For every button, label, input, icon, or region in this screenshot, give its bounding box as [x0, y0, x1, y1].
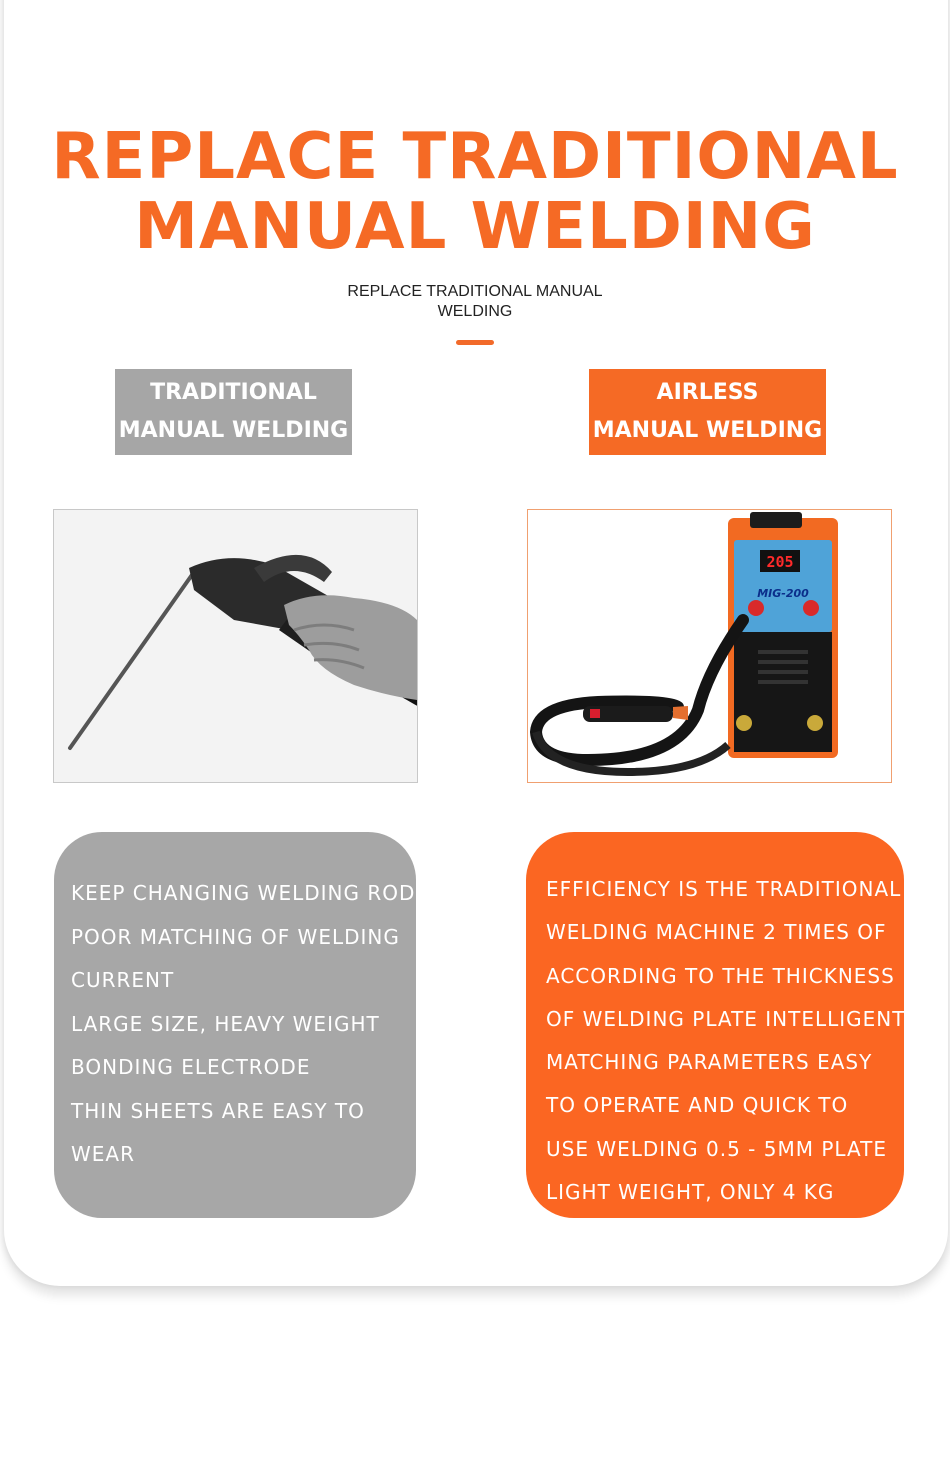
title-divider [456, 340, 494, 345]
machine-knob-right [803, 600, 819, 616]
airless-welding-label [589, 369, 826, 455]
title-line-1: REPLACE TRADITIONAL [51, 120, 899, 194]
airless-feature-3: ACCORDING TO THE THICKNESS [546, 963, 895, 988]
machine-socket-right [807, 715, 823, 731]
airless-feature-1: EFFICIENCY IS THE TRADITIONAL [546, 877, 902, 901]
airless-feature-6: TO OPERATE AND QUICK TO [546, 1093, 849, 1118]
traditional-feature-2: POOR MATCHING OF WELDING [71, 924, 400, 949]
machine-display-value: 205 [766, 553, 794, 571]
airless-feature-7: USE WELDING 0.5 - 5MM PLATE [546, 1136, 887, 1161]
electrode-holder-photo [53, 509, 418, 783]
traditional-feature-6: THIN SHEETS ARE EASY TO [71, 1098, 365, 1123]
subtitle-line-1: REPLACE TRADITIONAL MANUAL [347, 283, 603, 300]
torch-trigger [590, 709, 600, 718]
machine-handle [750, 512, 802, 528]
machine-socket-left [736, 715, 752, 731]
traditional-label-line-2: MANUAL WELDING [118, 418, 349, 443]
airless-feature-5: MATCHING PARAMETERS EASY [546, 1050, 873, 1075]
machine-knob-left [748, 600, 764, 616]
traditional-feature-1: KEEP CHANGING WELDING ROD [71, 881, 416, 905]
airless-feature-8: LIGHT WEIGHT, ONLY 4 KG [546, 1180, 835, 1205]
torch-nozzle [673, 706, 688, 720]
airless-label-line-2: MANUAL WELDING [592, 418, 823, 443]
page-title [0, 122, 950, 262]
mig-welder-photo [527, 509, 892, 783]
traditional-feature-7: WEAR [71, 1142, 135, 1166]
subtitle-line-2: WELDING [437, 303, 513, 320]
machine-model-label: MIG-200 [757, 587, 809, 600]
mig-welder-illustration [528, 510, 891, 782]
traditional-feature-4: LARGE SIZE, HEAVY WEIGHT [71, 1011, 380, 1036]
traditional-features-panel [54, 832, 416, 1218]
title-line-2: MANUAL WELDING [134, 190, 816, 264]
traditional-feature-3: CURRENT [71, 968, 175, 992]
traditional-welding-label [115, 369, 352, 455]
traditional-label-line-1: TRADITIONAL [150, 380, 317, 405]
airless-feature-2: WELDING MACHINE 2 TIMES OF [546, 920, 887, 945]
traditional-feature-5: BONDING ELECTRODE [71, 1055, 311, 1079]
airless-features-panel [526, 832, 904, 1218]
airless-label-line-1: AIRLESS [656, 380, 759, 405]
electrode-holder-illustration [54, 510, 417, 782]
airless-feature-4: OF WELDING PLATE INTELLIGENT [546, 1006, 906, 1031]
page-subtitle [0, 282, 950, 322]
